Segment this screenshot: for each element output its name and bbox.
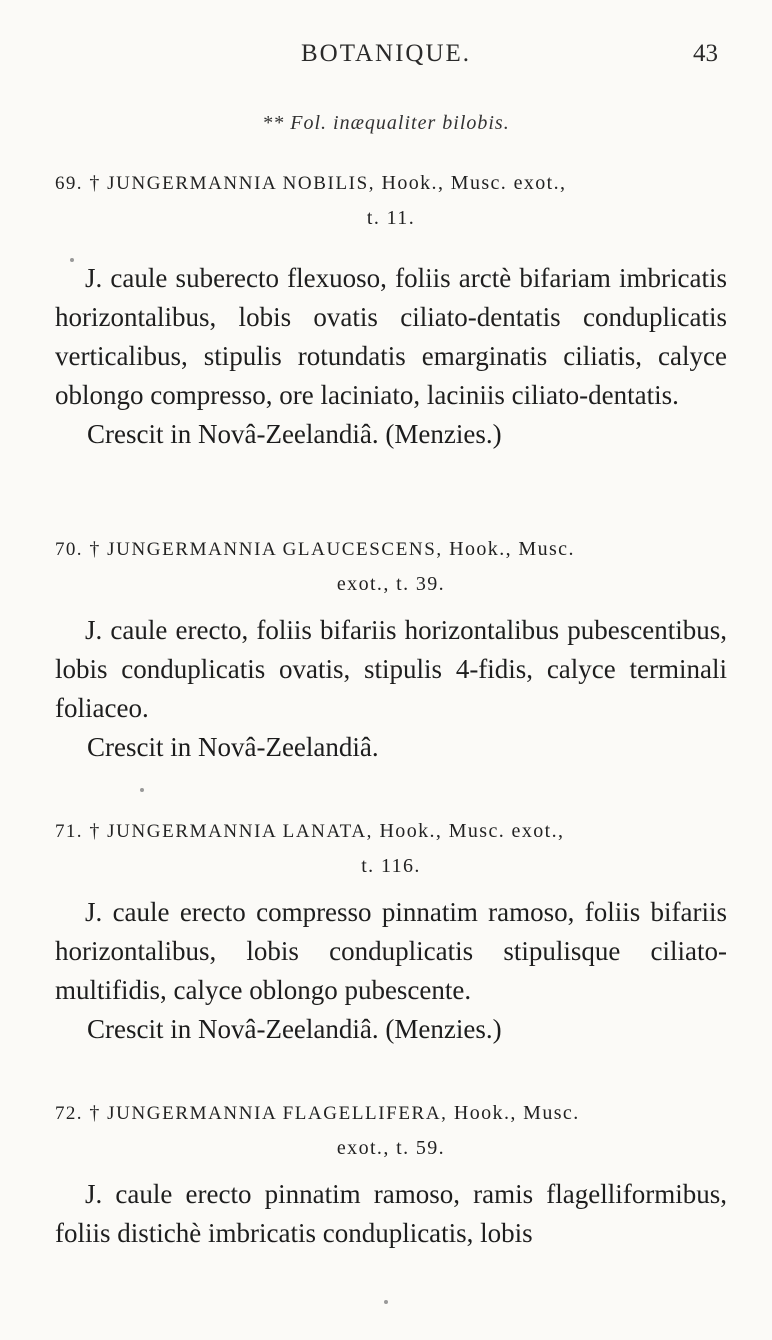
citation: Hook., Musc. exot., bbox=[381, 172, 567, 194]
species-description: J. caule erecto pinnatim ramoso, ramis flagelliformibus, foliis distichè imbricatis conduplicatis, lobis bbox=[55, 1179, 727, 1248]
species-name: JUNGERMANNIA LANATA, bbox=[107, 821, 374, 842]
species-description: J. caule suberecto flexuoso, foliis arctè bifariam imbricatis horizontalibus, lobis ovatis ciliato-dentatis conduplicatis verticalibus, stipulis rotundatis emarginatis ciliatis, calyce oblongo compresso, ore laciniato, laciniis ciliato-dentatis. bbox=[55, 263, 727, 410]
entry-number: 69. bbox=[55, 173, 83, 194]
species-entry bbox=[55, 1096, 727, 1253]
species-description: J. caule erecto, foliis bifariis horizontalibus pubescentibus, lobis conduplicatis ovatis, stipulis 4-fidis, calyce terminali foliaceo. bbox=[55, 615, 727, 723]
species-name: JUNGERMANNIA FLAGELLIFERA, bbox=[107, 1103, 448, 1124]
dagger-mark: † bbox=[89, 172, 101, 194]
print-speck bbox=[140, 788, 144, 792]
plate-reference: exot., t. 39. bbox=[336, 573, 446, 595]
entry-heading bbox=[55, 814, 727, 883]
entry-number: 70. bbox=[55, 539, 83, 560]
species-entry bbox=[55, 814, 727, 1049]
section-subheading: ** Fol. inæqualiter bilobis. bbox=[262, 112, 510, 134]
citation: Hook., Musc. bbox=[449, 538, 575, 560]
habitat-note: Crescit in Novâ-Zeelandiâ. bbox=[87, 732, 379, 762]
habitat-note: Crescit in Novâ-Zeelandiâ. (Menzies.) bbox=[87, 419, 502, 449]
entry-number: 71. bbox=[55, 821, 83, 842]
dagger-mark: † bbox=[89, 820, 101, 842]
species-description: J. caule erecto compresso pinnatim ramoso, foliis bifariis horizontalibus, lobis conduplicatis stipulisque ciliato-multifidis, calyce oblongo pubescente. bbox=[55, 897, 727, 1005]
running-title: BOTANIQUE. bbox=[300, 40, 472, 67]
entry-heading bbox=[55, 1096, 727, 1165]
print-speck bbox=[384, 1300, 388, 1304]
species-name: JUNGERMANNIA GLAUCESCENS, bbox=[107, 539, 443, 560]
entry-heading bbox=[55, 532, 727, 601]
dagger-mark: † bbox=[89, 538, 101, 560]
species-entry bbox=[55, 166, 727, 454]
page-number: 43 bbox=[693, 40, 718, 67]
plate-reference: exot., t. 59. bbox=[336, 1137, 446, 1159]
entry-number: 72. bbox=[55, 1103, 83, 1124]
dagger-mark: † bbox=[89, 1102, 101, 1124]
habitat-note: Crescit in Novâ-Zeelandiâ. (Menzies.) bbox=[87, 1014, 502, 1044]
species-entry bbox=[55, 532, 727, 767]
entry-heading bbox=[55, 166, 727, 235]
plate-reference: t. 116. bbox=[361, 855, 421, 877]
citation: Hook., Musc. exot., bbox=[379, 820, 565, 842]
species-name: JUNGERMANNIA NOBILIS, bbox=[107, 173, 376, 194]
citation: Hook., Musc. bbox=[453, 1102, 580, 1124]
plate-reference: t. 11. bbox=[366, 207, 416, 229]
running-header bbox=[0, 40, 772, 80]
print-speck bbox=[70, 258, 74, 262]
